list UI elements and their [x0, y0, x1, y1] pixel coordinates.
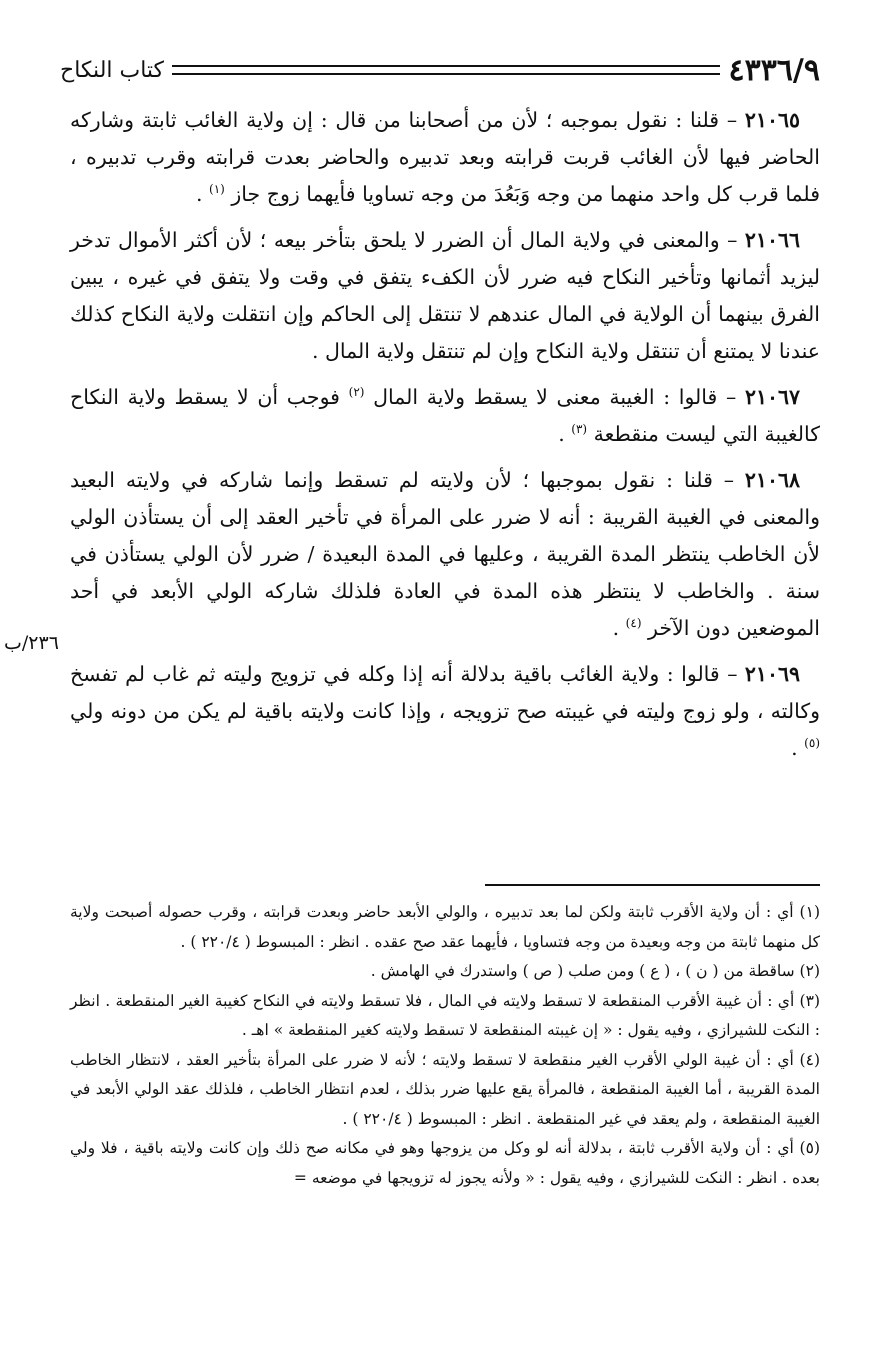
footnote-separator: [485, 884, 820, 886]
header-rule: [172, 65, 720, 75]
footnote-3: (٣) أي : أن غيبة الأقرب المنقطعة لا تسقط ولايته في المال ، فلا تسقط ولايته في النكاح كغيبة الغير المنقطعة . انظر : النكت للشيرازي ، وفيه يقول : « إن غيبته المنقطعة لا تسقط ولايته كغير المنقطعة » اهـ .: [70, 991, 820, 1039]
paragraph-end: .: [791, 736, 805, 760]
paragraph-end: .: [612, 616, 626, 640]
footnote-ref: (٥): [804, 736, 820, 751]
footnote-ref: (١): [209, 182, 225, 197]
page-number: ٤٣٣٦/٩: [728, 52, 820, 88]
footnote-1: (١) أي : أن ولاية الأقرب ثابتة ولكن لما بعد تدبيره ، والولي الأبعد حاضر وبعدت قرابته ، وقرب حصوله أصبحت ولاية كل منهما ثابتة من وجه وبعيدة من وجه فتساويا ، فأيهما عقد صح عقده . انظر : المبسوط ( ٢٢٠/٤ ) .: [70, 903, 820, 951]
paragraph-21069: [70, 656, 820, 767]
footnote-4: (٤) أي : أن غيبة الولي الأقرب الغير منقطعة لا تسقط ولايته ؛ لأنه لا ضرر على المرأة بتأخير العقد ، لانتظار الخاطب المدة القريبة ، أما الغيبة المنقطعة ، فالمرأة يقع عليها ضرر بذلك ، لعدم انتظار الخاطب ، فلذلك عقد الولي الأبعد في الغيبة المنقطعة ، ولم يعقد في غير المنقطعة . انظر : المبسوط ( ٢٢٠/٤ ) .: [70, 1050, 820, 1128]
paragraph-21067: [70, 379, 820, 453]
footnote-ref: (٤): [625, 616, 642, 631]
paragraph-end: .: [558, 422, 572, 446]
paragraph-number: ٢١٠٦٧: [744, 385, 800, 409]
page-header: [60, 50, 820, 90]
paragraph-number: ٢١٠٦٨: [744, 468, 800, 492]
paragraph-21065: [70, 102, 820, 213]
footnote-ref: (٣): [571, 422, 588, 437]
paragraph-number: ٢١٠٦٥: [744, 108, 800, 132]
paragraph-21066: [70, 222, 820, 370]
footnote-ref: (٢): [348, 385, 365, 400]
paragraph-text: – قلنا : نقول بموجبها ؛ لأن ولايته لم تسقط وإنما شاركه في ولايته البعيد والمعنى في الغيبة القريبة : أنه لا ضرر على المرأة في تأخير العقد إلى أن يستأذن الولي لأن الخاطب ينتظر المدة القريبة ، وعليها في المدة البعيدة / ضرر لأن الولي يستأذن في سنة . والخاطب لا ينتظر هذه المدة في العادة فلذلك شاركه الولي الأبعد في أحد الموضعين دون الآخر: [70, 468, 820, 640]
main-text: [70, 102, 820, 776]
paragraph-21068: [70, 462, 820, 647]
footnote-5: (٥) أي : أن ولاية الأقرب ثابتة ، بدلالة أنه لو وكل من يزوجها وهو في مكانه صح ذلك وإن كانت ولايته باقية ، فلا ولي بعده . انظر : النكت للشيرازي ، وفيه يقول : « ولأنه يجوز له تزويجها في موضعه =: [70, 1139, 820, 1187]
paragraph-text: – قالوا : ولاية الغائب باقية بدلالة أنه إذا وكله في تزويج وليته ثم غاب لم تفسخ وكالته ، ولو زوج وليته في غيبته صح تزويجه ، وإذا كانت ولايته باقية لم يكن من دونه ولي: [70, 662, 820, 723]
footnotes: [70, 898, 820, 1193]
margin-folio-note: ٢٣٦/ب: [4, 632, 59, 654]
paragraph-number: ٢١٠٦٩: [744, 662, 800, 686]
paragraph-text-continued: فوجب أن لا يسقط ولاية النكاح كالغيبة التي ليست منقطعة: [70, 385, 820, 446]
paragraph-text: – قلنا : نقول بموجبه ؛ لأن من أصحابنا من قال : إن ولاية الغائب ثابتة وشاركه الحاضر فيها لأن الغائب قربت قرابته وبعد تدبيره والحاضر بعدت قرابته وقرب تدبيره ، فلما قرب كل واحد منهما من وجه وَبَعُدَ من وجه تساويا فأيهما زوج جاز: [70, 108, 820, 206]
paragraph-end: .: [195, 182, 210, 206]
paragraph-text: – قالوا : الغيبة معنى لا يسقط ولاية المال: [373, 385, 737, 409]
footnote-2: (٢) ساقطة من ( ن ) ، ( ع ) ومن صلب ( ص ) واستدرك في الهامش .: [370, 962, 820, 980]
paragraph-text: – والمعنى في ولاية المال أن الضرر لا يلحق بتأخر بيعه ؛ لأن أكثر الأموال تدخر ليزيد أثمانها وتأخير النكاح فيه ضرر لأن الكفء يتفق في وقت ولا يتفق في غيره ، يبين الفرق بينهما أن الولاية في المال عندهم لا تنتقل إلى الحاكم وإن انتقلت ولاية النكاح كذلك عندنا لا يمتنع أن تنتقل ولاية النكاح وإن لم تنتقل ولاية المال .: [70, 228, 820, 363]
paragraph-number: ٢١٠٦٦: [744, 228, 800, 252]
book-title: كتاب النكاح: [60, 57, 165, 83]
